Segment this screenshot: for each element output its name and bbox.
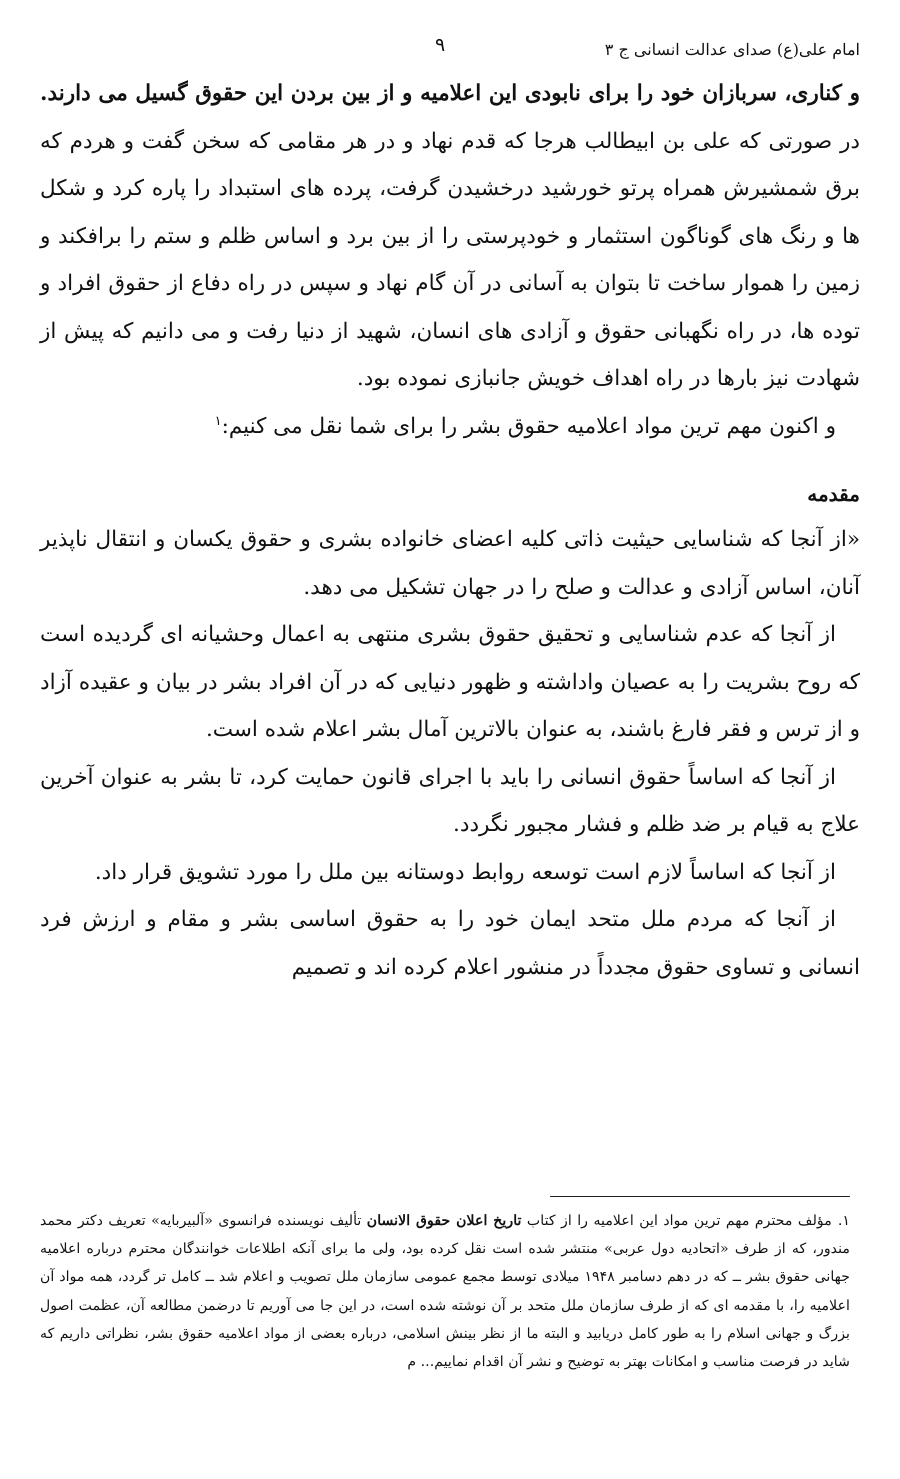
paragraph-2: از آنجا که عدم شناسایی و تحقیق حقوق بشری منتهی به اعمال وحشیانه ای گردیده است که روح بشریت را به عصیان واداشته و ظهور دنیایی که در آن افراد بشر در بیان و عقیده آزاد و از ترس و فقر فارغ باشند، به عنوان بالاترین آمال بشر اعلام شده است.	[40, 622, 860, 742]
intro-line	[40, 403, 860, 451]
document-page	[40, 34, 860, 991]
opening-text: در صورتی که علی بن ابیطالب هرجا که قدم نهاد و در هر مقامی که سخن گفت و هردم که برق شمشیرش همراه پرتو خورشید درخشیدن گرفت، پرده های استبداد را پاره کرد و شکل ها و رنگ های گوناگون استثمار و خودپرستی را از بین برد و اساس ظلم و ستم را برافکند و زمین را هموار ساخت تا بتوان به آسانی در آن گام نهاد و سپس در راه دفاع از حقوق افراد و توده ها، در راه نگهبانی حقوق و آزادی های انسان، شهید از دنیا رفت و می دانیم که پیش از شهادت نیز بارها در راه اهداف خویش جانبازی نموده بود.	[40, 128, 860, 391]
footnote-book-title: تاریخ اعلان حقوق الانسان	[366, 1213, 522, 1229]
intro-text: و اکنون مهم ترین مواد اعلامیه حقوق بشر را برای شما نقل می کنیم:	[221, 413, 836, 439]
paragraph-1: «از آنجا که شناسایی حیثیت ذاتی کلیه اعضای خانواده بشری و حقوق یکسان و انتقال ناپذیر آنان، اساس آزادی و عدالت و صلح را در جهان تشکیل می دهد.	[40, 527, 860, 600]
opening-paragraph	[40, 70, 860, 403]
paragraph-5: از آنجا که مردم ملل متحد ایمان خود را به حقوق اساسی بشر و مقام و ارزش فرد انسانی و تساوی حقوق مجدداً در منشور اعلام کرده اند و تصمیم	[40, 907, 860, 980]
running-header-title: امام علی(ع) صدای عدالت انسانی ج ۳	[604, 40, 860, 59]
opening-bold-text: و کناری، سربازان خود را برای نابودی این اعلامیه و از بین بردن این حقوق گسیل می دارند.	[40, 81, 860, 106]
paragraph-3: از آنجا که اساساً حقوق انسانی را باید با اجرای قانون حمایت کرد، تا بشر به عنوان آخرین علاج به قیام بر ضد ظلم و فشار مجبور نگردد.	[40, 764, 860, 837]
footnote-divider	[550, 1196, 850, 1197]
footnote-text-after: تألیف نویسنده فرانسوی «آلبیربایه» تعریف دکتر محمد مندور، که از طرف «اتحادیه دول عربی» منتشر شده است نقل کرده بود، ولی ما برای آنکه اطلاعات خوانندگان محترم درباره اعلامیه جهانی حقوق بشر ــ که در دهم دسامبر ۱۹۴۸ میلادی توسط مجمع عمومی سازمان ملل تصویب و اعلام شد ــ کامل تر گردد، همه مواد آن اعلامیه را، با مقدمه ای که از طرف سازمان ملل متحد بر آن نوشته شده است، در این جا می آوریم تا درضمن مطالعه آن، عظمت اصول بزرگ و جهانی اسلام را به طور کامل دریابید و البته ما از نظر بینش اسلامی، درباره بعضی از مواد اعلامیه حقوق بشر، نظراتی داریم که شاید در فرصت مناسب و امکانات بهتر به توضیح و نشر آن اقدام نماییم... م	[40, 1213, 850, 1371]
footnote-reference[interactable]: ۱	[214, 413, 222, 429]
paragraph-4: از آنجا که اساساً لازم است توسعه روابط دوستانه بین ملل را مورد تشویق قرار داد.	[94, 859, 836, 885]
footnote	[40, 1207, 850, 1376]
footnote-text-before: مؤلف محترم مهم ترین مواد این اعلامیه را از کتاب	[521, 1213, 832, 1229]
body-text	[40, 70, 860, 991]
page-number: ۹	[435, 34, 446, 56]
section-title: مقدمه	[807, 482, 860, 506]
footnote-mark: ۱.	[837, 1213, 850, 1229]
page-header	[40, 34, 860, 70]
